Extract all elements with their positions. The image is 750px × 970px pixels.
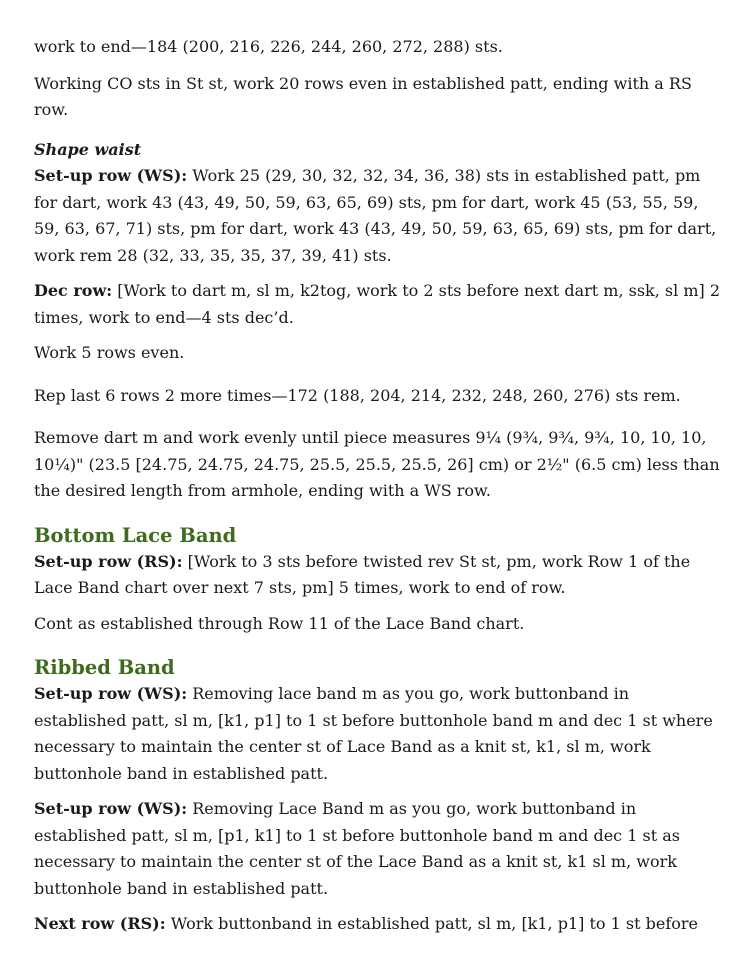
- shape-waist-setup-row: [34, 163, 724, 269]
- dec-row: [34, 278, 724, 331]
- bottom-lace-band-heading: Bottom Lace Band: [34, 523, 237, 547]
- remove-dart: Remove dart m and work evenly until piece measures 9¼ (9¾, 9¾, 9¾, 10, 10, 10, 10¼)" (23.5 [24.75, 24.75, 24.75, 25.5, 25.5, 25.5, 26] cm) or 2½" (6.5 cm) less than the desired length from armhole, ending with a WS row.: [34, 428, 720, 500]
- paragraph-co-sts: Working CO sts in St st, work 20 rows even in established patt, ending with a RS row.: [34, 73, 692, 119]
- ribbed-setup-2-text: Removing Lace Band m as you go, work buttonband in established patt, sl m, [p1, k1] to 1 st before buttonhole band m and dec 1 st as necessary to maintain the center st of the Lace Band as a knit st, k1 sl m, work buttonhole band in established patt.: [34, 799, 680, 898]
- next-row-label: Next row (RS):: [34, 914, 166, 933]
- ribbed-setup-row-2: [34, 796, 724, 902]
- next-row-text: Work buttonband in established patt, sl m, [k1, p1] to 1 st before: [165, 914, 698, 933]
- ribbed-setup-2-label: Set-up row (WS):: [34, 799, 188, 818]
- setup-row-text: Work 25 (29, 30, 32, 32, 34, 36, 38) sts in established patt, pm for dart, work 43 (43, 49, 50, 59, 63, 65, 69) sts, pm for dart, work 45 (53, 55, 59, 59, 63, 67, 71) sts, pm for dart, work 43 (43, 49, 50, 59, 63, 65, 69) sts, pm for dart, work rem 28 (32, 33, 35, 35, 37, 39, 41) sts.: [34, 166, 717, 265]
- dec-row-text: [Work to dart m, sl m, k2tog, work to 2 sts before next dart m, ssk, sl m] 2 times, work to end—4 sts dec’d.: [34, 281, 721, 327]
- ribbed-next-row: [34, 911, 724, 938]
- shape-waist-title: Shape waist: [34, 139, 142, 159]
- lace-continue: Cont as established through Row 11 of the Lace Band chart.: [34, 613, 525, 633]
- dec-row-label: Dec row:: [34, 281, 113, 300]
- lace-setup-label: Set-up row (RS):: [34, 551, 183, 571]
- ribbed-setup-row-1: [34, 681, 724, 787]
- repeat-rows: Rep last 6 rows 2 more times—172 (188, 204, 214, 232, 248, 260, 276) sts rem.: [34, 385, 681, 405]
- paragraph-end-sts: work to end—184 (200, 216, 226, 244, 260, 272, 288) sts.: [34, 37, 503, 56]
- ribbed-band-heading: Ribbed Band: [34, 656, 175, 679]
- lace-setup-text: [Work to 3 sts before twisted rev St st, pm, work Row 1 of the Lace Band chart over next 7 sts, pm] 5 times, work to end of row.: [34, 551, 691, 597]
- document-page: [34, 34, 724, 938]
- setup-row-label: Set-up row (WS):: [34, 166, 188, 185]
- work-rows-even: Work 5 rows even.: [34, 343, 185, 362]
- ribbed-setup-1-text: Removing lace band m as you go, work buttonband in established patt, sl m, [k1, p1] to 1 st before buttonhole band m and dec 1 st where necessary to maintain the center st of Lace Band as a knit st, k1, sl m, work buttonhole band in established patt.: [34, 684, 713, 783]
- ribbed-setup-1-label: Set-up row (WS):: [34, 684, 188, 703]
- lace-setup-row: [34, 549, 724, 602]
